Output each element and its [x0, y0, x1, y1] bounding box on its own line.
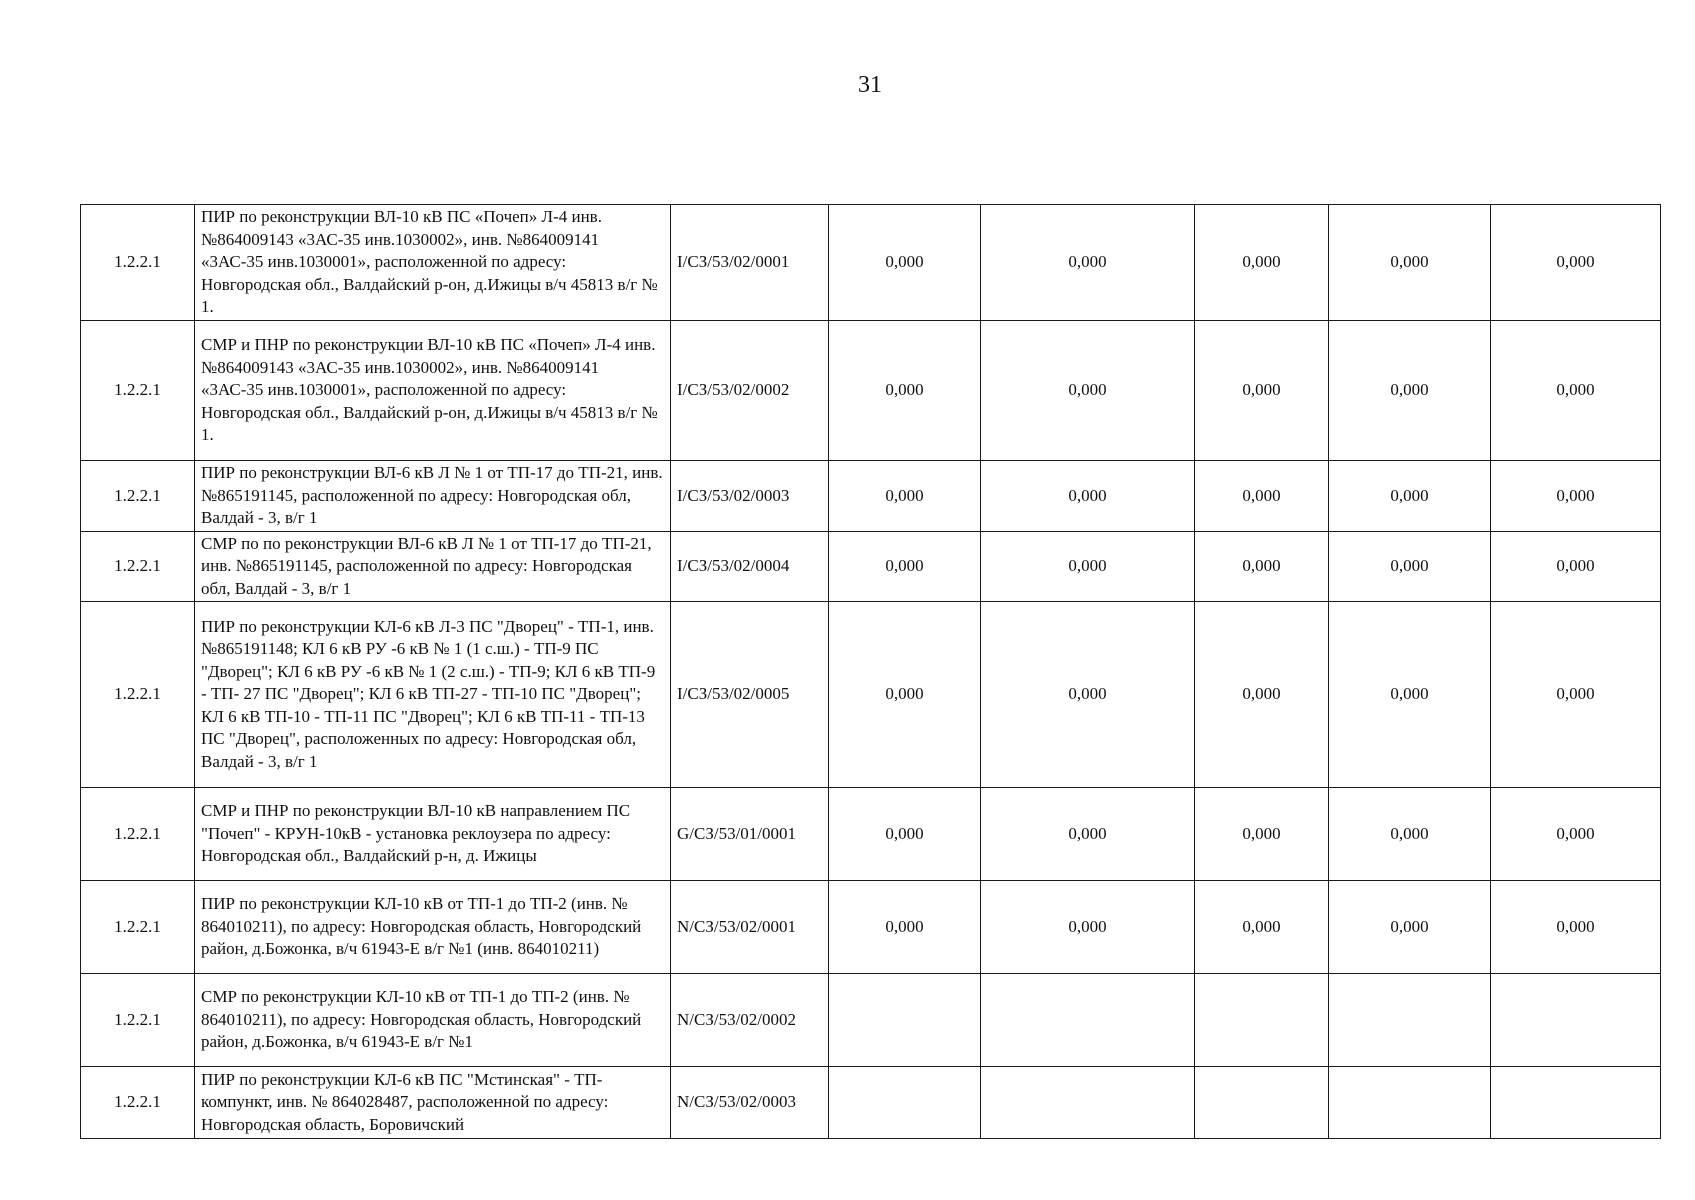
table-body [81, 205, 1661, 1139]
project-name: СМР по реконструкции КЛ-10 кВ от ТП-1 до ТП-2 (инв. № 864010211), по адресу: Новгородская область, Новгородский район, д.Божонка, в/ч 61943-Е в/г №1 [195, 974, 671, 1067]
value-cell [1329, 1067, 1491, 1139]
row-number: 1.2.2.1 [81, 974, 195, 1067]
value-cell: 0,000 [1491, 531, 1661, 602]
value-cell [829, 1067, 981, 1139]
value-cell: 0,000 [1329, 321, 1491, 461]
table-row [81, 321, 1661, 461]
value-cell [1491, 974, 1661, 1067]
table-row [81, 974, 1661, 1067]
value-cell: 0,000 [1329, 531, 1491, 602]
project-name: ПИР по реконструкции КЛ-6 кВ ПС "Мстинская" - ТП- компункт, инв. № 864028487, расположенной по адресу: Новгородская область, Боровичский [195, 1067, 671, 1139]
value-cell: 0,000 [981, 602, 1195, 788]
project-code: I/СЗ/53/02/0005 [671, 602, 829, 788]
row-number: 1.2.2.1 [81, 205, 195, 321]
value-cell: 0,000 [829, 602, 981, 788]
value-cell [981, 974, 1195, 1067]
project-code: I/СЗ/53/02/0004 [671, 531, 829, 602]
value-cell: 0,000 [1491, 205, 1661, 321]
value-cell: 0,000 [1491, 881, 1661, 974]
row-number: 1.2.2.1 [81, 881, 195, 974]
row-number: 1.2.2.1 [81, 1067, 195, 1139]
value-cell: 0,000 [981, 321, 1195, 461]
value-cell: 0,000 [981, 531, 1195, 602]
value-cell: 0,000 [1491, 321, 1661, 461]
project-name: ПИР по реконструкции КЛ-10 кВ от ТП-1 до ТП-2 (инв. № 864010211), по адресу: Новгородская область, Новгородский район, д.Божонка, в/ч 61943-Е в/г №1 (инв. 864010211) [195, 881, 671, 974]
value-cell: 0,000 [1329, 881, 1491, 974]
table-row [81, 1067, 1661, 1139]
value-cell: 0,000 [1195, 321, 1329, 461]
row-number: 1.2.2.1 [81, 321, 195, 461]
value-cell: 0,000 [829, 461, 981, 532]
project-code: I/СЗ/53/02/0001 [671, 205, 829, 321]
value-cell: 0,000 [1329, 602, 1491, 788]
project-code: G/СЗ/53/01/0001 [671, 788, 829, 881]
value-cell: 0,000 [1195, 602, 1329, 788]
value-cell: 0,000 [981, 461, 1195, 532]
value-cell: 0,000 [829, 788, 981, 881]
value-cell [1195, 1067, 1329, 1139]
table-row [81, 881, 1661, 974]
value-cell: 0,000 [1195, 461, 1329, 532]
value-cell: 0,000 [1329, 461, 1491, 532]
value-cell: 0,000 [829, 205, 981, 321]
row-number: 1.2.2.1 [81, 602, 195, 788]
project-name: СМР и ПНР по реконструкции ВЛ-10 кВ ПС «Почеп» Л-4 инв. №864009143 «3АС-35 инв.1030002», инв. №864009141 «3АС-35 инв.1030001», расположенной по адресу: Новгородская обл., Валдайский р-он, д.Ижицы в/ч 45813 в/г № 1. [195, 321, 671, 461]
value-cell [1491, 1067, 1661, 1139]
value-cell: 0,000 [1491, 788, 1661, 881]
table-row [81, 788, 1661, 881]
project-code: N/СЗ/53/02/0001 [671, 881, 829, 974]
value-cell [1195, 974, 1329, 1067]
value-cell: 0,000 [1195, 205, 1329, 321]
page-number: 31 [858, 72, 882, 98]
value-cell: 0,000 [1195, 788, 1329, 881]
row-number: 1.2.2.1 [81, 531, 195, 602]
project-name: ПИР по реконструкции ВЛ-6 кВ Л № 1 от ТП-17 до ТП-21, инв. №865191145, расположенной по адресу: Новгородская обл, Валдай - 3, в/г 1 [195, 461, 671, 532]
value-cell: 0,000 [981, 788, 1195, 881]
value-cell [1329, 974, 1491, 1067]
value-cell: 0,000 [981, 881, 1195, 974]
value-cell: 0,000 [1195, 531, 1329, 602]
value-cell: 0,000 [1195, 881, 1329, 974]
value-cell [829, 974, 981, 1067]
table-row [81, 602, 1661, 788]
project-name: СМР по по реконструкции ВЛ-6 кВ Л № 1 от ТП-17 до ТП-21, инв. №865191145, расположенной по адресу: Новгородская обл, Валдай - 3, в/г 1 [195, 531, 671, 602]
value-cell: 0,000 [1329, 205, 1491, 321]
value-cell: 0,000 [1491, 461, 1661, 532]
row-number: 1.2.2.1 [81, 461, 195, 532]
project-code: N/СЗ/53/02/0003 [671, 1067, 829, 1139]
table-row [81, 531, 1661, 602]
project-code: N/СЗ/53/02/0002 [671, 974, 829, 1067]
value-cell: 0,000 [1329, 788, 1491, 881]
project-code: I/СЗ/53/02/0003 [671, 461, 829, 532]
value-cell: 0,000 [981, 205, 1195, 321]
table-row [81, 461, 1661, 532]
value-cell [981, 1067, 1195, 1139]
value-cell: 0,000 [829, 531, 981, 602]
row-number: 1.2.2.1 [81, 788, 195, 881]
value-cell: 0,000 [1491, 602, 1661, 788]
project-name: ПИР по реконструкции КЛ-6 кВ Л-3 ПС "Дворец" - ТП-1, инв. №865191148; КЛ 6 кВ РУ -6 кВ № 1 (1 с.ш.) - ТП-9 ПС "Дворец"; КЛ 6 кВ РУ -6 кВ № 1 (2 с.ш.) - ТП-9; КЛ 6 кВ ТП-9 - ТП- 27 ПС "Дворец"; КЛ 6 кВ ТП-27 - ТП-10 ПС "Дворец"; КЛ 6 кВ ТП-10 - ТП-11 ПС "Дворец"; КЛ 6 кВ ТП-11 - ТП-13 ПС "Дворец", расположенных по адресу: Новгородская обл, Валдай - 3, в/г 1 [195, 602, 671, 788]
project-name: ПИР по реконструкции ВЛ-10 кВ ПС «Почеп» Л-4 инв. №864009143 «3АС-35 инв.1030002», инв. №864009141 «3АС-35 инв.1030001», расположенной по адресу: Новгородская обл., Валдайский р-он, д.Ижицы в/ч 45813 в/г № 1. [195, 205, 671, 321]
project-name: СМР и ПНР по реконструкции ВЛ-10 кВ направлением ПС "Почеп" - КРУН-10кВ - установка реклоузера по адресу: Новгородская обл., Валдайский р-н, д. Ижицы [195, 788, 671, 881]
table-row [81, 205, 1661, 321]
investment-table [80, 204, 1661, 1139]
value-cell: 0,000 [829, 321, 981, 461]
value-cell: 0,000 [829, 881, 981, 974]
project-code: I/СЗ/53/02/0002 [671, 321, 829, 461]
